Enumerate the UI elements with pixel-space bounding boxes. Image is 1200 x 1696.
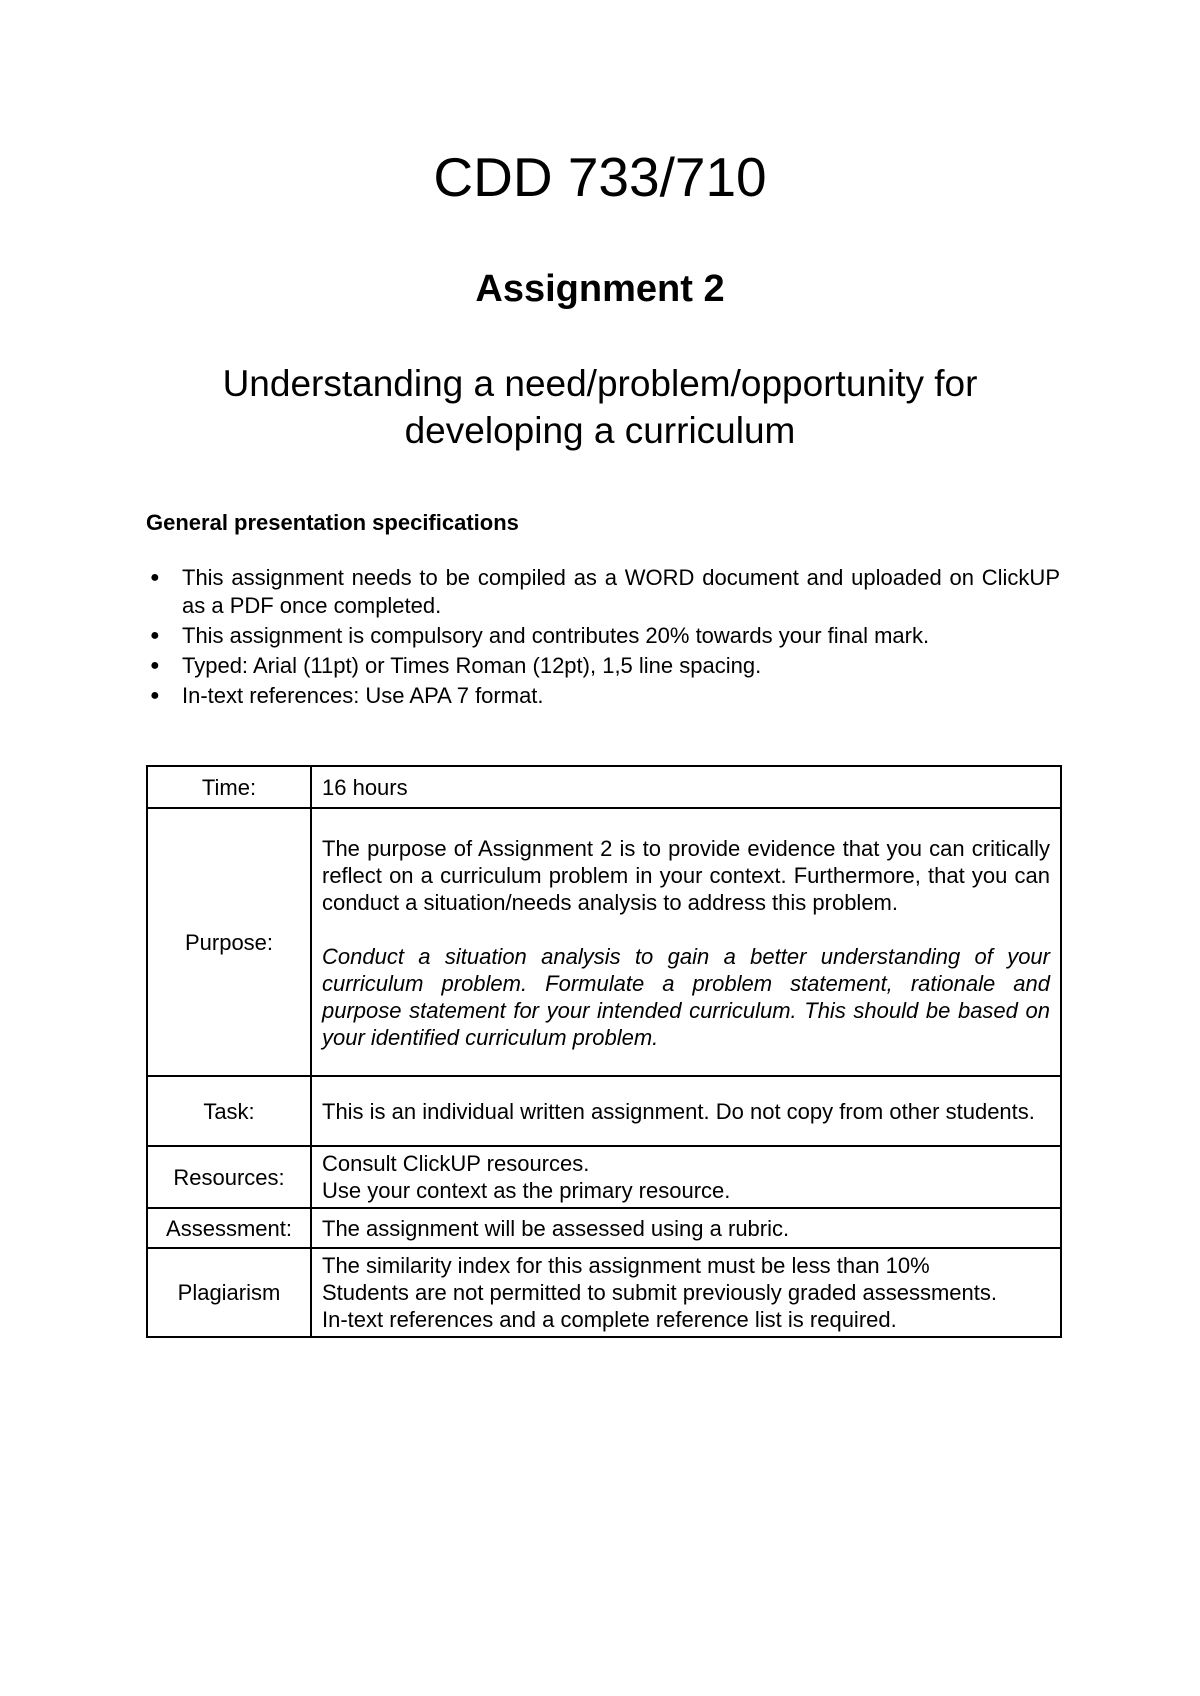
table-row-assessment [147,1208,1061,1248]
purpose-paragraph: The purpose of Assignment 2 is to provide evidence that you can critically reflect on a curriculum problem in your context. Furthermore, that you can conduct a situation/needs analysis to address this problem. [322,836,1050,915]
list-item [146,622,1060,650]
resources-label: Resources: [147,1146,311,1208]
plagiarism-line: In-text references and a complete reference list is required. [322,1307,897,1332]
plagiarism-value [311,1248,1061,1337]
assessment-value: The assignment will be assessed using a rubric. [311,1208,1061,1248]
bullet-icon: ● [150,657,160,674]
table-row-task [147,1076,1061,1146]
bullet-icon: ● [150,627,160,644]
list-item-text: This assignment needs to be compiled as a WORD document and uploaded on ClickUP as a PDF once completed. [182,565,1060,618]
resources-value [311,1146,1061,1208]
bullet-icon: ● [150,569,160,586]
assessment-label: Assessment: [147,1208,311,1248]
table-row-resources [147,1146,1061,1208]
purpose-instruction: Conduct a situation analysis to gain a better understanding of your curriculum problem. Formulate a problem statement, rationale and purpose statement for your intended curriculum. This should be based on your identified curriculum problem. [322,944,1050,1050]
assignment-info-table [146,765,1062,1338]
purpose-label: Purpose: [147,808,311,1076]
list-item-text: In-text references: Use APA 7 format. [182,683,544,708]
table-row-purpose [147,808,1061,1076]
list-item [146,564,1060,620]
purpose-value [311,808,1061,1076]
resources-line: Consult ClickUP resources. [322,1151,590,1176]
plagiarism-label: Plagiarism [147,1248,311,1337]
plagiarism-line: The similarity index for this assignment must be less than 10% [322,1253,930,1278]
list-item [146,682,1060,710]
specifications-heading: General presentation specifications [146,510,519,535]
time-label: Time: [147,766,311,808]
assignment-title: Assignment 2 [475,268,725,310]
plagiarism-line: Students are not permitted to submit previously graded assessments. [322,1280,998,1305]
list-item-text: Typed: Arial (11pt) or Times Roman (12pt), 1,5 line spacing. [182,653,762,678]
time-value: 16 hours [311,766,1061,808]
table-row-time [147,766,1061,808]
task-label: Task: [147,1076,311,1146]
course-code: CDD 733/710 [433,146,767,208]
subtitle-line-1: Understanding a need/problem/opportunity for [222,363,978,404]
bullet-icon: ● [150,687,160,704]
task-value: This is an individual written assignment. Do not copy from other students. [311,1076,1061,1146]
resources-line: Use your context as the primary resource. [322,1178,731,1203]
table-row-plagiarism [147,1248,1061,1337]
assignment-subtitle [150,360,1050,454]
list-item [146,652,1060,680]
subtitle-line-2: developing a curriculum [404,410,796,451]
list-item-text: This assignment is compulsory and contributes 20% towards your final mark. [182,623,930,648]
specifications-list [146,564,1060,712]
